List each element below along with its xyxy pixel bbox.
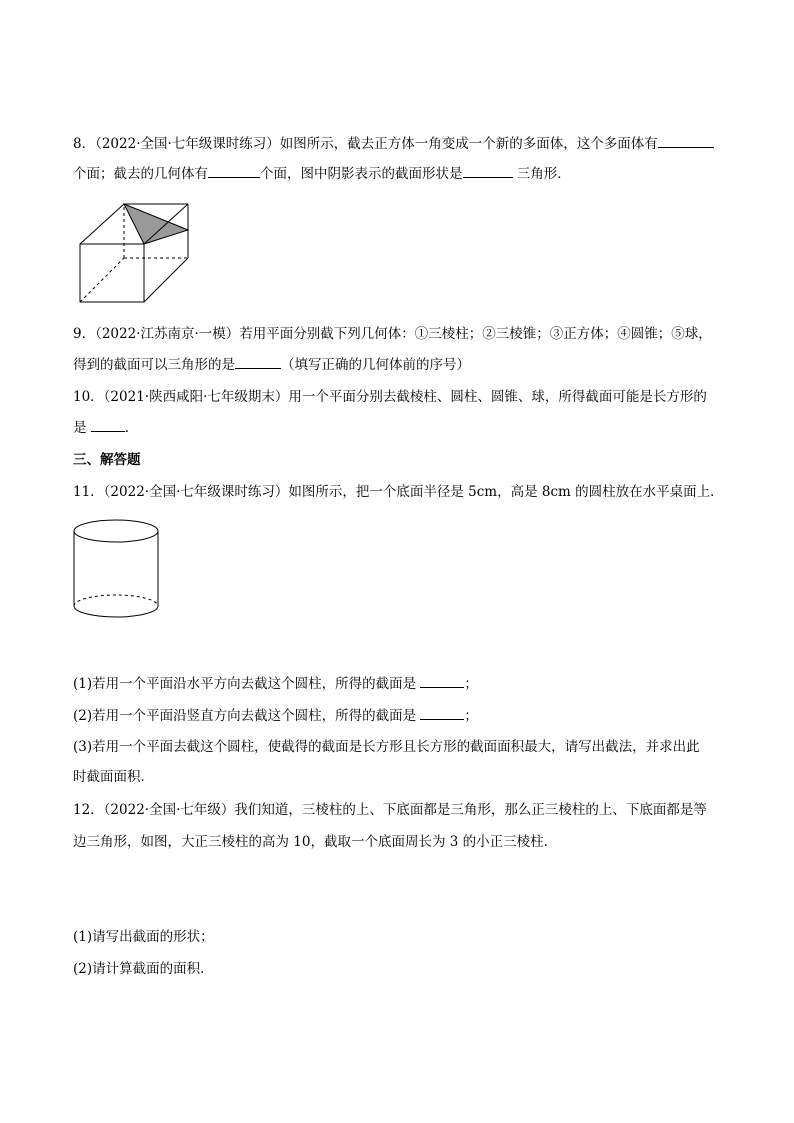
q11-sub-2 [73, 706, 478, 725]
q10-text-2b: ． [124, 420, 139, 436]
q11-sub3-text-1: (3)若用一个平面去截这个圆柱，使截得的截面是长方形且长方形的截面面积最大，请写出截法，并求出此 [73, 739, 700, 755]
q8-blank-faces[interactable] [658, 134, 714, 148]
q11-line-1 [73, 483, 724, 501]
cylinder-figure [72, 518, 162, 622]
q8-text-2c: 三角形． [512, 166, 571, 182]
q11-text-1: 11．（2022·全国·七年级课时练习）如图所示，把一个底面半径是 5cm，高是 8cm 的圆柱放在水平桌面上． [73, 484, 724, 500]
q10-blank-answer[interactable] [91, 418, 125, 432]
q9-text-2b: （填写正确的几何体前的序号） [281, 357, 470, 373]
q11-sub-3-line-2 [73, 768, 154, 786]
q10-line-1 [73, 388, 707, 406]
q8-line-2 [73, 164, 571, 183]
q11-sub-3-line-1 [73, 738, 700, 756]
q10-text-2a: 是 [73, 420, 91, 436]
q12-line-1 [73, 801, 707, 819]
section-heading: 三、解答题 [73, 452, 141, 468]
q11-blank-vertical[interactable] [420, 706, 464, 720]
q12-sub-1 [73, 928, 214, 946]
q11-sub1-end: ； [464, 676, 478, 692]
q12-line-2 [73, 833, 557, 851]
q8-line-1 [73, 134, 714, 153]
q9-line-2 [73, 355, 470, 374]
q8-blank-cut-faces[interactable] [208, 164, 260, 178]
q8-text-2b: 个面，图中阴影表示的截面形状是 [260, 166, 463, 182]
q12-sub-2 [73, 960, 214, 978]
q8-text-1: 8．（2022·全国·七年级课时练习）如图所示，截去正方体一角变成一个新的多面体，这个多面体有 [73, 136, 658, 152]
q11-blank-horizontal[interactable] [420, 674, 464, 688]
q11-sub-1 [73, 674, 478, 693]
q8-blank-shape[interactable] [463, 164, 513, 178]
truncated-cube-figure [76, 200, 192, 304]
q9-text-2a: 得到的截面可以三角形的是 [73, 357, 235, 373]
q12-sub1-text: (1)请写出截面的形状； [73, 929, 214, 945]
q11-sub2-text: (2)若用一个平面沿竖直方向去截这个圆柱，所得的截面是 [73, 708, 421, 724]
q8-text-2a: 个面；截去的几何体有 [73, 166, 208, 182]
q11-sub2-end: ； [464, 708, 478, 724]
q9-blank-answer[interactable] [235, 355, 281, 369]
q12-sub2-text: (2)请计算截面的面积． [73, 961, 214, 977]
q9-text-1: 9．（2022·江苏南京·一模）若用平面分别截下列几何体：①三棱柱；②三棱锥；③正方体；④圆锥；⑤球， [73, 326, 712, 342]
q9-line-1 [73, 325, 712, 343]
q11-sub3-text-2: 时截面面积． [73, 769, 154, 785]
q12-text-1: 12．（2022·全国·七年级）我们知道，三棱柱的上、下底面都是三角形，那么正三棱柱的上、下底面都是等 [73, 802, 707, 818]
q10-line-2 [73, 418, 138, 437]
q12-text-2: 边三角形，如图，大正三棱柱的高为 10，截取一个底面周长为 3 的小正三棱柱． [73, 834, 558, 850]
q11-sub1-text: (1)若用一个平面沿水平方向去截这个圆柱，所得的截面是 [73, 676, 421, 692]
q10-text-1: 10．（2021·陕西咸阳·七年级期末）用一个平面分别去截棱柱、圆柱、圆锥、球，所得截面可能是长方形的 [73, 389, 707, 405]
